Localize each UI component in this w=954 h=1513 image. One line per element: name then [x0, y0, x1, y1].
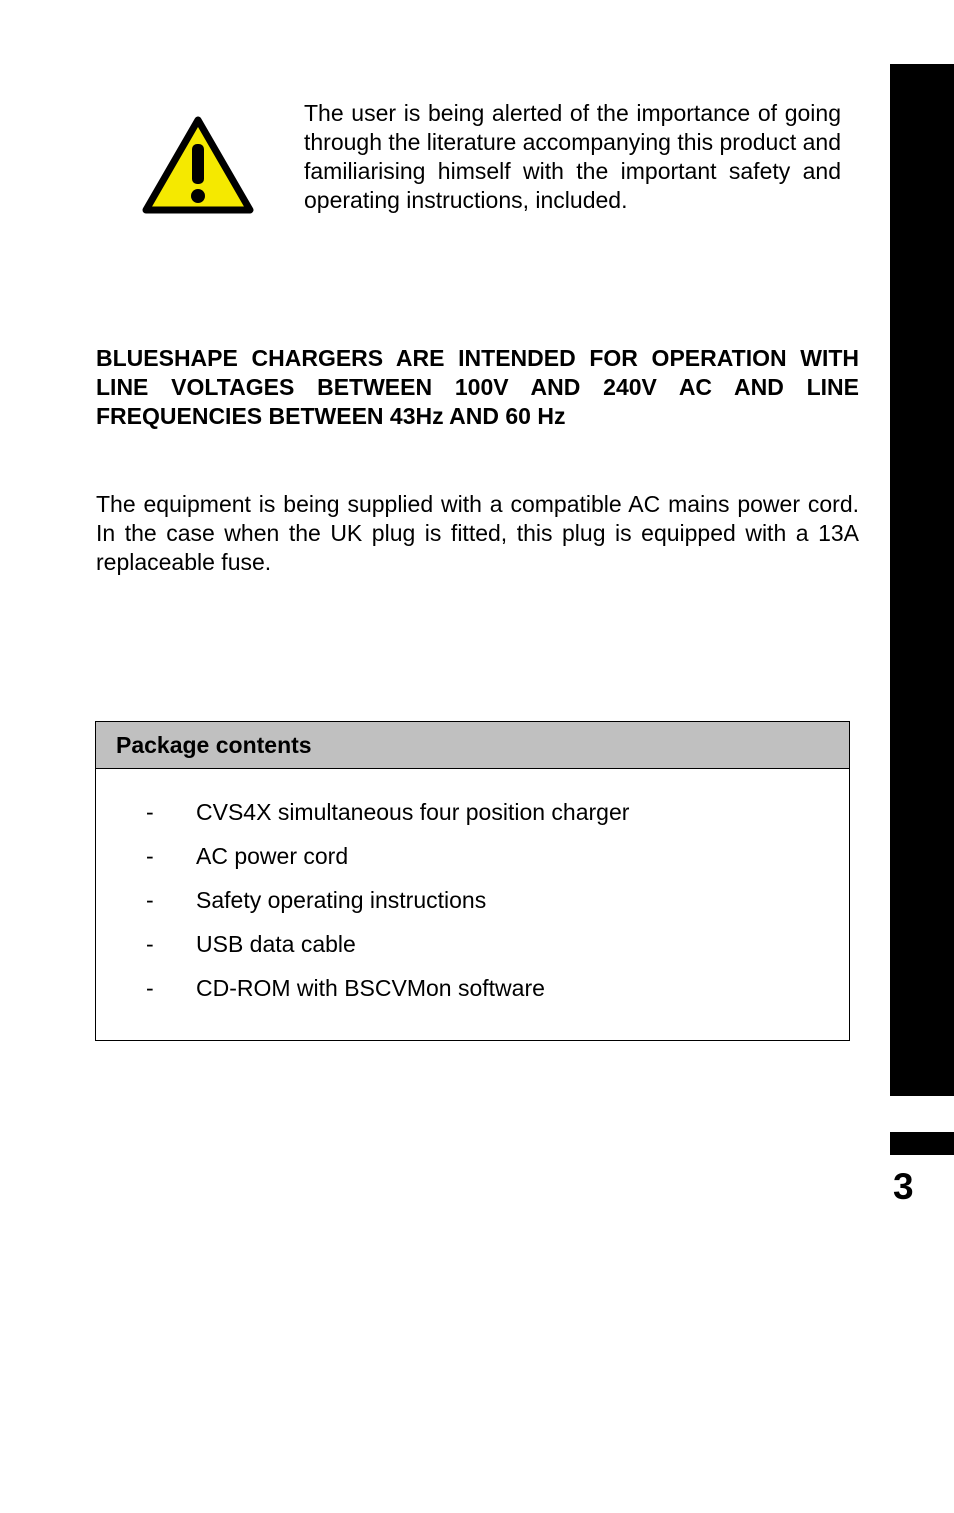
page-number-tab — [890, 1132, 954, 1155]
list-item-text: USB data cable — [196, 931, 356, 957]
list-dash: - — [146, 843, 154, 869]
list-item-text: AC power cord — [196, 843, 349, 869]
list-item — [96, 882, 849, 926]
page-number: 3 — [893, 1166, 914, 1207]
list-dash: - — [146, 887, 154, 913]
list-item — [96, 926, 849, 970]
list-item — [96, 794, 849, 838]
list-dash: - — [146, 975, 154, 1001]
package-contents-list — [96, 794, 849, 1014]
side-thumb-bar — [890, 64, 954, 1096]
package-contents-title: Package contents — [96, 722, 849, 769]
list-item-text: Safety operating instructions — [196, 887, 487, 913]
package-contents-box — [95, 721, 850, 1041]
list-item-text: CVS4X simultaneous four position charger — [196, 799, 630, 825]
voltage-notice: BLUESHAPE CHARGERS ARE INTENDED FOR OPERATION WITH LINE VOLTAGES BETWEEN 100V AND 240V AC AND LINE FREQUENCIES BETWEEN 43Hz AND 60 Hz — [96, 345, 859, 429]
list-item-text: CD-ROM with BSCVMon software — [196, 975, 545, 1001]
list-dash: - — [146, 799, 154, 825]
list-dash: - — [146, 931, 154, 957]
list-item — [96, 838, 849, 882]
list-item — [96, 970, 849, 1014]
warning-triangle-icon — [140, 114, 256, 216]
power-cord-text: The equipment is being supplied with a compatible AC mains power cord. In the case when the UK plug is fitted, this plug is equipped with a 13A replaceable fuse. — [96, 491, 859, 575]
safety-alert-text: The user is being alerted of the importance of going through the literature accompanying this product and familiarising himself with the important safety and operating instructions, included. — [304, 100, 841, 213]
